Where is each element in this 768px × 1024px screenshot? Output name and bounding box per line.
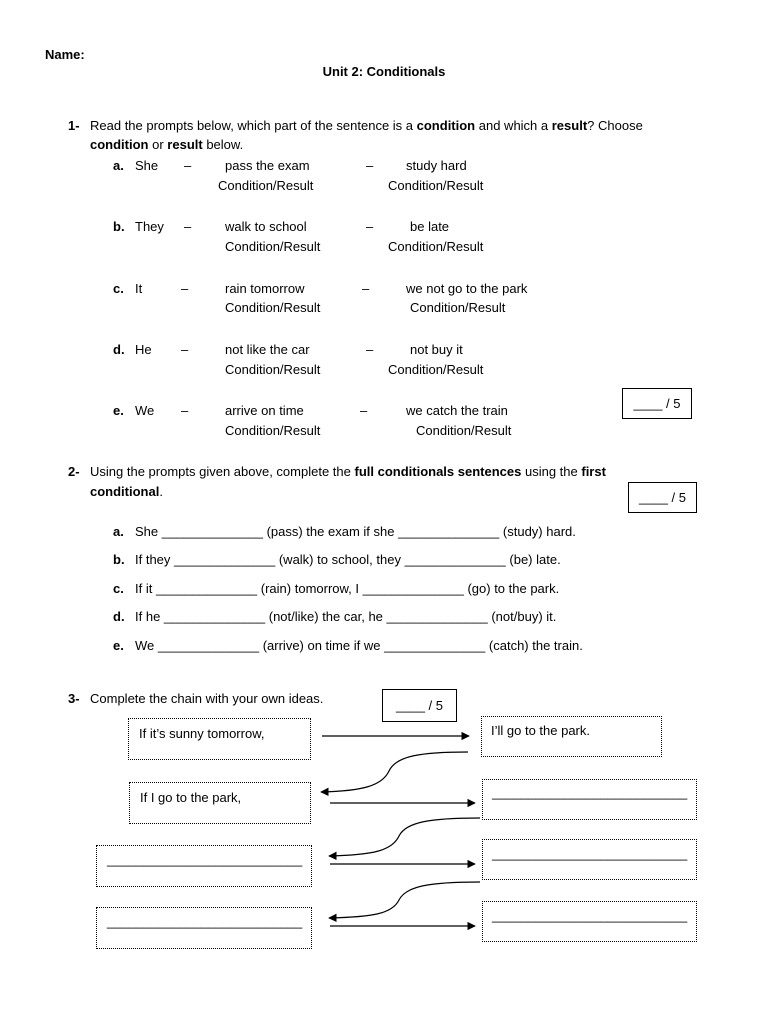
q1-item-d-dash-1: –: [181, 342, 189, 357]
q2-item-e-sentence: We ______________ (arrive) on time if we ______________ (catch) the train.: [135, 638, 583, 653]
q1-item-e-subject: We: [135, 403, 155, 418]
q3-score-box: ____ / 5: [382, 689, 457, 722]
q1-instruction-text: or: [148, 137, 168, 152]
q1-item-d-dash-2: –: [366, 342, 374, 357]
q1-keyword-condition: condition: [90, 137, 149, 152]
q3-instruction: Complete the chain with your own ideas.: [90, 691, 324, 706]
q1-item-c-choice-1: Condition/Result: [225, 300, 321, 315]
q2-item-c-letter: c.: [113, 581, 124, 596]
q1-item-e-choice-1: Condition/Result: [225, 423, 321, 438]
q2-item-a-letter: a.: [113, 524, 124, 539]
q1-item-c-prompt-2: we not go to the park: [406, 281, 528, 296]
worksheet-title: Unit 2: Conditionals: [322, 64, 446, 79]
q2-item-a-sentence: She ______________ (pass) the exam if she ______________ (study) hard.: [135, 524, 576, 539]
q1-item-a-letter: a.: [113, 158, 124, 173]
q1-item-e-dash-1: –: [181, 403, 189, 418]
q2-instruction-text: .: [159, 484, 163, 499]
q2-item-d-sentence: If he ______________ (not/like) the car, he ______________ (not/buy) it.: [135, 609, 557, 624]
q1-instruction-text: ? Choose: [587, 118, 643, 133]
q2-instruction-text: Using the prompts given above, complete the: [90, 464, 355, 479]
chain-box-right-4: ___________________________: [482, 901, 697, 942]
chain-box-right-2: ___________________________: [482, 779, 697, 820]
q2-keyword-first: first: [581, 464, 606, 479]
q1-item-c-prompt-1: rain tomorrow: [225, 281, 305, 296]
q1-score-box: ____ / 5: [622, 388, 692, 419]
q1-item-a-prompt-1: pass the exam: [225, 158, 310, 173]
q2-instruction-text: using the: [521, 464, 582, 479]
q2-instruction-line-1: [90, 464, 606, 480]
q2-item-b-letter: b.: [113, 552, 125, 567]
chain-box-right-1: I’ll go to the park.: [481, 716, 662, 757]
chain-box-left-4: ___________________________: [96, 907, 312, 949]
curved-arrow-left-3: [329, 882, 480, 918]
q1-item-b-choice-2: Condition/Result: [388, 239, 484, 254]
q1-item-e-prompt-2: we catch the train: [406, 403, 508, 418]
q1-item-e-choice-2: Condition/Result: [416, 423, 512, 438]
q1-number: 1-: [68, 118, 80, 133]
q1-item-b-subject: They: [135, 219, 164, 234]
curved-arrow-left-1: [321, 752, 468, 792]
chain-box-right-3: ___________________________: [482, 839, 697, 880]
q1-instruction-text: and which a: [475, 118, 552, 133]
q1-item-e-dash-2: –: [360, 403, 368, 418]
q1-item-d-choice-2: Condition/Result: [388, 362, 484, 377]
q2-number: 2-: [68, 464, 80, 479]
q2-instruction-line-2: [90, 484, 163, 500]
q1-keyword-condition: condition: [416, 118, 476, 133]
q1-item-c-subject: It: [135, 281, 143, 296]
q1-item-d-subject: He: [135, 342, 152, 357]
q2-item-c-sentence: If it ______________ (rain) tomorrow, I ______________ (go) to the park.: [135, 581, 560, 596]
curved-arrow-left-2: [329, 818, 480, 856]
q2-item-e-letter: e.: [113, 638, 124, 653]
q1-item-b-dash-2: –: [366, 219, 374, 234]
chain-box-left-1: If it’s sunny tomorrow,: [128, 718, 311, 760]
q1-item-c-letter: c.: [113, 281, 124, 296]
chain-box-left-2: If I go to the park,: [129, 782, 311, 824]
q1-item-a-dash-1: –: [184, 158, 192, 173]
q1-item-d-choice-1: Condition/Result: [225, 362, 321, 377]
q1-item-c-dash-2: –: [362, 281, 370, 296]
q1-item-b-letter: b.: [113, 219, 125, 234]
name-label: Name:: [45, 47, 85, 62]
q1-instruction-text: below.: [202, 137, 244, 152]
q1-item-a-choice-2: Condition/Result: [388, 178, 484, 193]
q1-item-c-dash-1: –: [181, 281, 189, 296]
q1-item-b-prompt-2: be late: [410, 219, 450, 234]
q1-item-d-prompt-2: not buy it: [410, 342, 463, 357]
q1-keyword-result: result: [167, 137, 203, 152]
q1-item-d-letter: d.: [113, 342, 125, 357]
q1-item-b-choice-1: Condition/Result: [225, 239, 321, 254]
q1-instruction-text: Read the prompts below, which part of the sentence is a: [90, 118, 417, 133]
q1-instruction-line-2: [90, 137, 243, 153]
q1-item-a-subject: She: [135, 158, 159, 173]
q2-keyword-conditional: conditional: [90, 484, 160, 499]
q1-item-c-choice-2: Condition/Result: [410, 300, 506, 315]
q1-item-a-choice-1: Condition/Result: [218, 178, 314, 193]
q1-item-a-dash-2: –: [366, 158, 374, 173]
q1-item-b-dash-1: –: [184, 219, 192, 234]
chain-box-left-3: ___________________________: [96, 845, 312, 887]
q1-item-d-prompt-1: not like the car: [225, 342, 310, 357]
q3-number: 3-: [68, 691, 80, 706]
q2-item-b-sentence: If they ______________ (walk) to school, they ______________ (be) late.: [135, 552, 561, 567]
q1-item-a-prompt-2: study hard: [406, 158, 467, 173]
q1-keyword-result: result: [551, 118, 588, 133]
q1-item-b-prompt-1: walk to school: [225, 219, 307, 234]
q1-instruction-line-1: [90, 118, 643, 134]
q1-item-e-letter: e.: [113, 403, 124, 418]
q2-item-d-letter: d.: [113, 609, 125, 624]
q2-keyword-full-sentences: full conditionals sentences: [354, 464, 522, 479]
q1-item-e-prompt-1: arrive on time: [225, 403, 304, 418]
q2-score-box: ____ / 5: [628, 482, 697, 513]
